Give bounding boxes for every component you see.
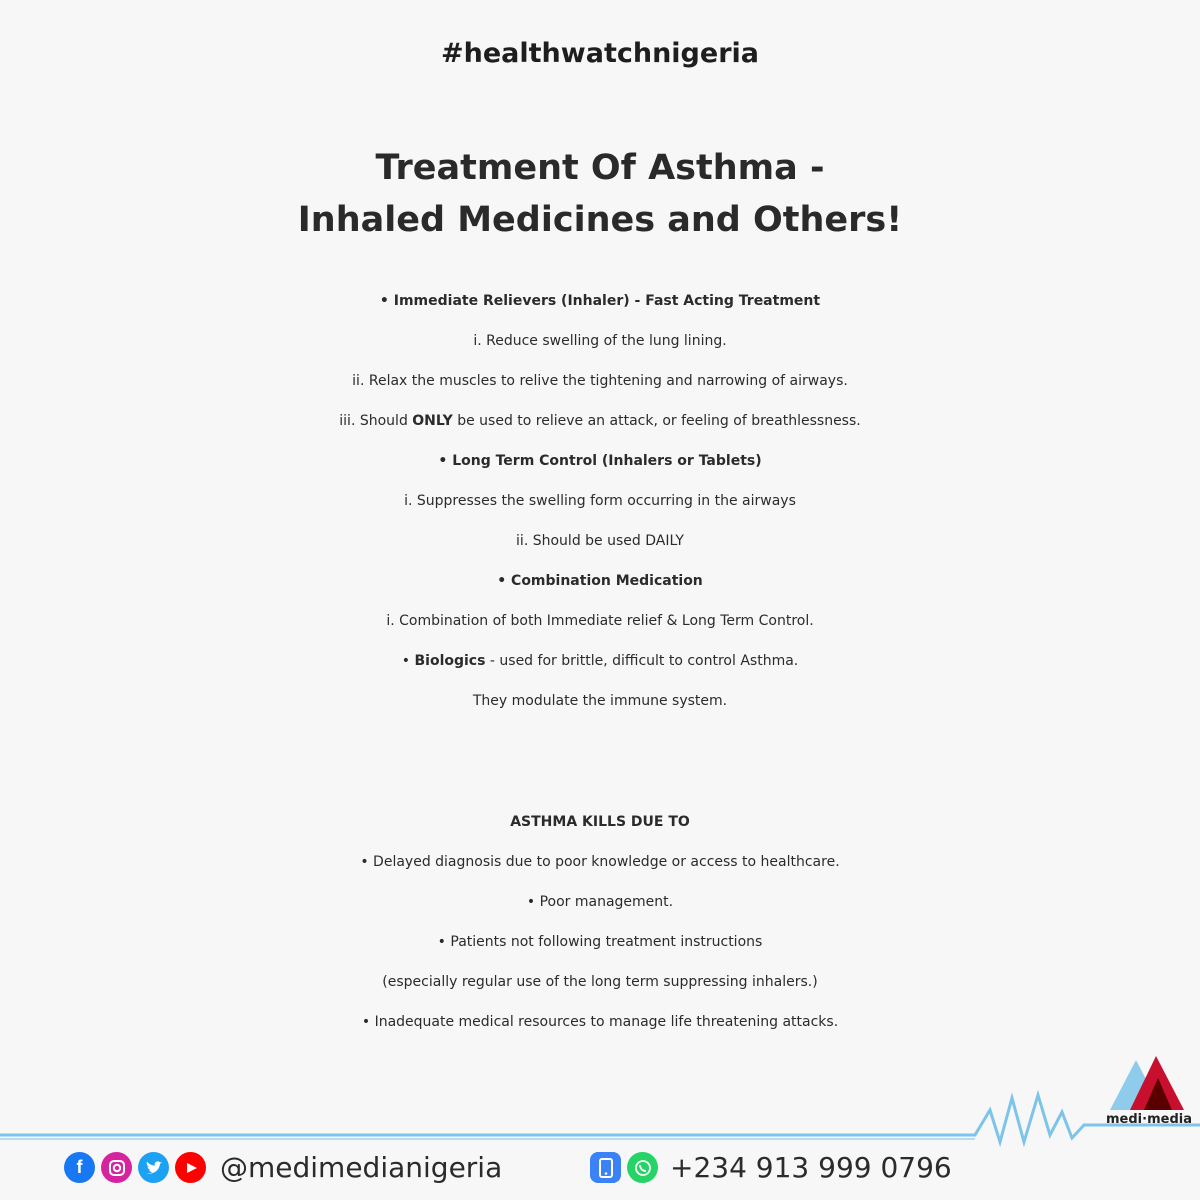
combination-item-1: i. Combination of both Immediate relief & Long Term Control. — [386, 613, 814, 629]
kills-heading: ASTHMA KILLS DUE TO — [510, 814, 690, 830]
biologics-line-2: They modulate the immune system. — [472, 693, 728, 709]
biologics-line — [0, 641, 1200, 681]
title-line-2: Inhaled Medicines and Others! — [297, 200, 903, 240]
kills-item: (especially regular use of the long term suppressing inhalers.) — [382, 974, 818, 990]
contact-info — [590, 1151, 952, 1184]
relievers-item-3-emphasis: ONLY — [412, 413, 453, 429]
relievers-item-1: i. Reduce swelling of the lung lining. — [473, 333, 727, 349]
kills-item: • Patients not following treatment instructions — [437, 934, 763, 950]
kills-section — [0, 802, 1200, 1042]
long-term-heading: • Long Term Control (Inhalers or Tablets) — [438, 453, 762, 469]
kills-item: • Inadequate medical resources to manage life threatening attacks. — [361, 1014, 839, 1030]
long-term-item-2: ii. Should be used DAILY — [516, 533, 684, 549]
phone-icon[interactable] — [590, 1152, 621, 1183]
combination-heading: • Combination Medication — [497, 573, 703, 589]
social-links — [64, 1151, 502, 1184]
relievers-item-3 — [0, 401, 1200, 441]
biologics-bullet: • — [401, 653, 415, 669]
brand-name: medi·media — [1106, 1112, 1192, 1127]
treatment-section — [0, 281, 1200, 721]
kills-item: • Delayed diagnosis due to poor knowledge or access to healthcare. — [360, 854, 840, 870]
title-line-1: Treatment Of Asthma - — [375, 148, 825, 188]
hashtag: #healthwatchnigeria — [441, 38, 759, 69]
footer — [0, 1145, 1200, 1191]
phone-number[interactable]: +234 913 999 0796 — [670, 1151, 952, 1184]
youtube-icon[interactable] — [175, 1152, 206, 1183]
instagram-icon[interactable] — [101, 1152, 132, 1183]
relievers-item-3-suffix: be used to relieve an attack, or feeling of breathlessness. — [452, 413, 861, 429]
relievers-item-3-prefix: iii. Should — [339, 413, 413, 429]
biologics-heading: Biologics — [414, 653, 486, 669]
relievers-item-2: ii. Relax the muscles to relive the tightening and narrowing of airways. — [352, 373, 848, 389]
relievers-heading: • Immediate Relievers (Inhaler) - Fast Acting Treatment — [379, 293, 821, 309]
long-term-item-1: i. Suppresses the swelling form occurring in the airways — [404, 493, 796, 509]
biologics-text: - used for brittle, difficult to control Asthma. — [485, 653, 799, 669]
kills-item: • Poor management. — [526, 894, 674, 910]
twitter-icon[interactable] — [138, 1152, 169, 1183]
heartbeat-line — [0, 1090, 1200, 1150]
page-title — [0, 142, 1200, 246]
whatsapp-icon[interactable] — [627, 1152, 658, 1183]
social-handle[interactable]: @medimedianigeria — [220, 1151, 503, 1184]
facebook-icon[interactable]: f — [64, 1152, 95, 1183]
